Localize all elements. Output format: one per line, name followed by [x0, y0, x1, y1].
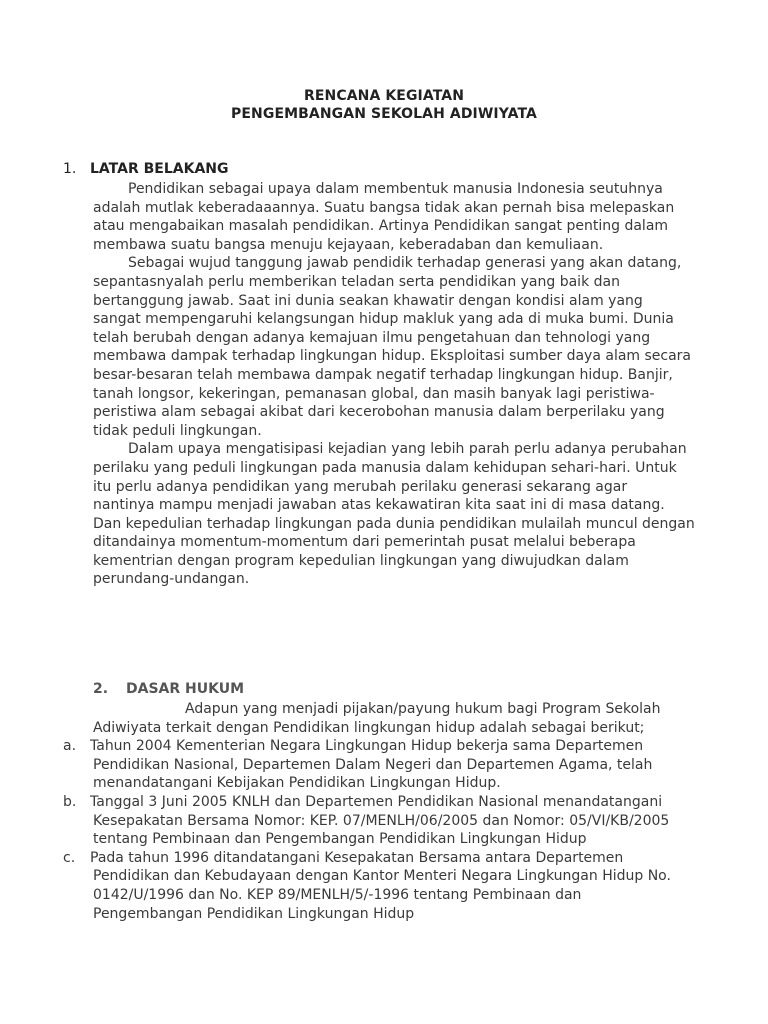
list-item-c: c. Pada tahun 1996 ditandatangani Kesepakatan Bersama antara Departemen	[63, 849, 624, 866]
paragraph-line: ditandainya momentum-momentum dari pemerintah pusat melalui beberapa	[93, 534, 636, 551]
paragraph-line: perundang-undangan.	[93, 571, 250, 588]
intro-line: Adiwiyata terkait dengan Pendidikan lingkungan hidup adalah sebagai berikut;	[93, 719, 645, 736]
paragraph-line: perilaku yang peduli lingkungan pada manusia dalam kehidupan sehari-hari. Untuk	[93, 459, 677, 476]
paragraph-line: membawa dampak terhadap lingkungan hidup. Eksploitasi sumber daya alam secara	[93, 348, 692, 365]
list-item-b: b. Tanggal 3 Juni 2005 KNLH dan Departemen Pendidikan Nasional menandatangani	[63, 793, 663, 810]
paragraph-line: adalah mutlak keberadaaannya. Suatu bangsa tidak akan pernah bisa melepaskan	[93, 199, 675, 216]
paragraph-line: itu perlu adanya pendidikan yang merubah perilaku generasi sekarang agar	[93, 478, 628, 495]
document-subtitle: PENGEMBANGAN SEKOLAH ADIWIYATA	[231, 106, 537, 122]
list-item-line: 0142/U/1996 dan No. KEP 89/MENLH/5/-1996 tentang Pembinaan dan	[93, 886, 582, 903]
section-title: DASAR HUKUM	[126, 681, 245, 697]
paragraph-line: tanah longsor, kekeringan, pemanasan global, dan masih banyak lagi peristiwa-	[93, 385, 655, 402]
section-number: 2.	[93, 681, 109, 697]
list-item-line: menandatangani Kebijakan Pendidikan Lingkungan Hidup.	[93, 775, 501, 792]
section-heading-latar-belakang	[63, 161, 229, 177]
list-item-line: tentang Pembinaan dan Pengembangan Pendidikan Lingkungan Hidup	[93, 831, 587, 848]
paragraph-line: besar-besaran telah membawa dampak negatif terhadap lingkungan hidup. Banjir,	[93, 366, 673, 383]
paragraph-line: bertanggung jawab. Saat ini dunia seakan khawatir dengan kondisi alam yang	[93, 292, 643, 309]
paragraph-line: Pendidikan sebagai upaya dalam membentuk manusia Indonesia seutuhnya	[128, 181, 663, 197]
section-number: 1.	[63, 161, 77, 177]
list-marker: a.	[63, 738, 77, 755]
document-title: RENCANA KEGIATAN	[303, 88, 465, 104]
section-title: LATAR BELAKANG	[90, 161, 229, 177]
dasar-hukum-body	[0, 700, 768, 923]
section-heading-dasar-hukum	[93, 681, 244, 697]
paragraph-line: atau mengabaikan masalah pendidikan. Artinya Pendidikan sangat penting dalam	[93, 218, 669, 235]
paragraph-line: sepantasnyalah perlu memberikan teladan serta pendidikan yang baik dan	[93, 273, 620, 290]
paragraph-line: nantinya mampu menjadi jawaban atas kekawatiran kita saat ini di masa datang.	[93, 497, 665, 514]
intro-line: Adapun yang menjadi pijakan/payung hukum bagi Program Sekolah	[185, 701, 661, 717]
list-marker: b.	[63, 793, 77, 810]
paragraph-line: sangat mempengaruhi kelangsungan hidup makluk yang ada di muka bumi. Dunia	[93, 311, 674, 328]
list-marker: c.	[63, 849, 76, 866]
list-item-a: a. Tahun 2004 Kementerian Negara Lingkungan Hidup bekerja sama Departemen	[63, 738, 644, 755]
latar-belakang-body	[93, 180, 693, 589]
paragraph-line: telah berubah dengan adanya kemajuan ilmu pengetahuan dan tehnologi yang	[93, 329, 651, 346]
paragraph-line: peristiwa alam sebagai akibat dari kecerobohan manusia dalam berperilaku yang	[93, 404, 665, 421]
paragraph-line: Dalam upaya mengatisipasi kejadian yang lebih parah perlu adanya perubahan	[128, 441, 687, 458]
paragraph-line: membawa suatu bangsa menuju kejayaan, keberadaban dan kemuliaan.	[93, 236, 604, 253]
paragraph-line: Dan kepedulian terhadap lingkungan pada dunia pendidikan mulailah muncul dengan	[93, 515, 695, 532]
paragraph-line: Sebagai wujud tanggung jawab pendidik terhadap generasi yang akan datang,	[128, 255, 682, 272]
paragraph-line: kementrian dengan program kepedulian lingkungan yang diwujudkan dalam	[93, 552, 629, 569]
paragraph-line: tidak peduli lingkungan.	[93, 422, 262, 439]
list-item-line: Kesepakatan Bersama Nomor: KEP. 07/MENLH/06/2005 dan Nomor: 05/VI/KB/2005	[93, 812, 670, 829]
list-item-line: Pengembangan Pendidikan Lingkungan Hidup	[93, 905, 415, 922]
list-item-line: Pendidikan Nasional, Departemen Dalam Negeri dan Departemen Agama, telah	[93, 756, 653, 773]
list-item-line: Pendidikan dan Kebudayaan dengan Kantor Menteri Negara Lingkungan Hidup No.	[93, 868, 671, 885]
